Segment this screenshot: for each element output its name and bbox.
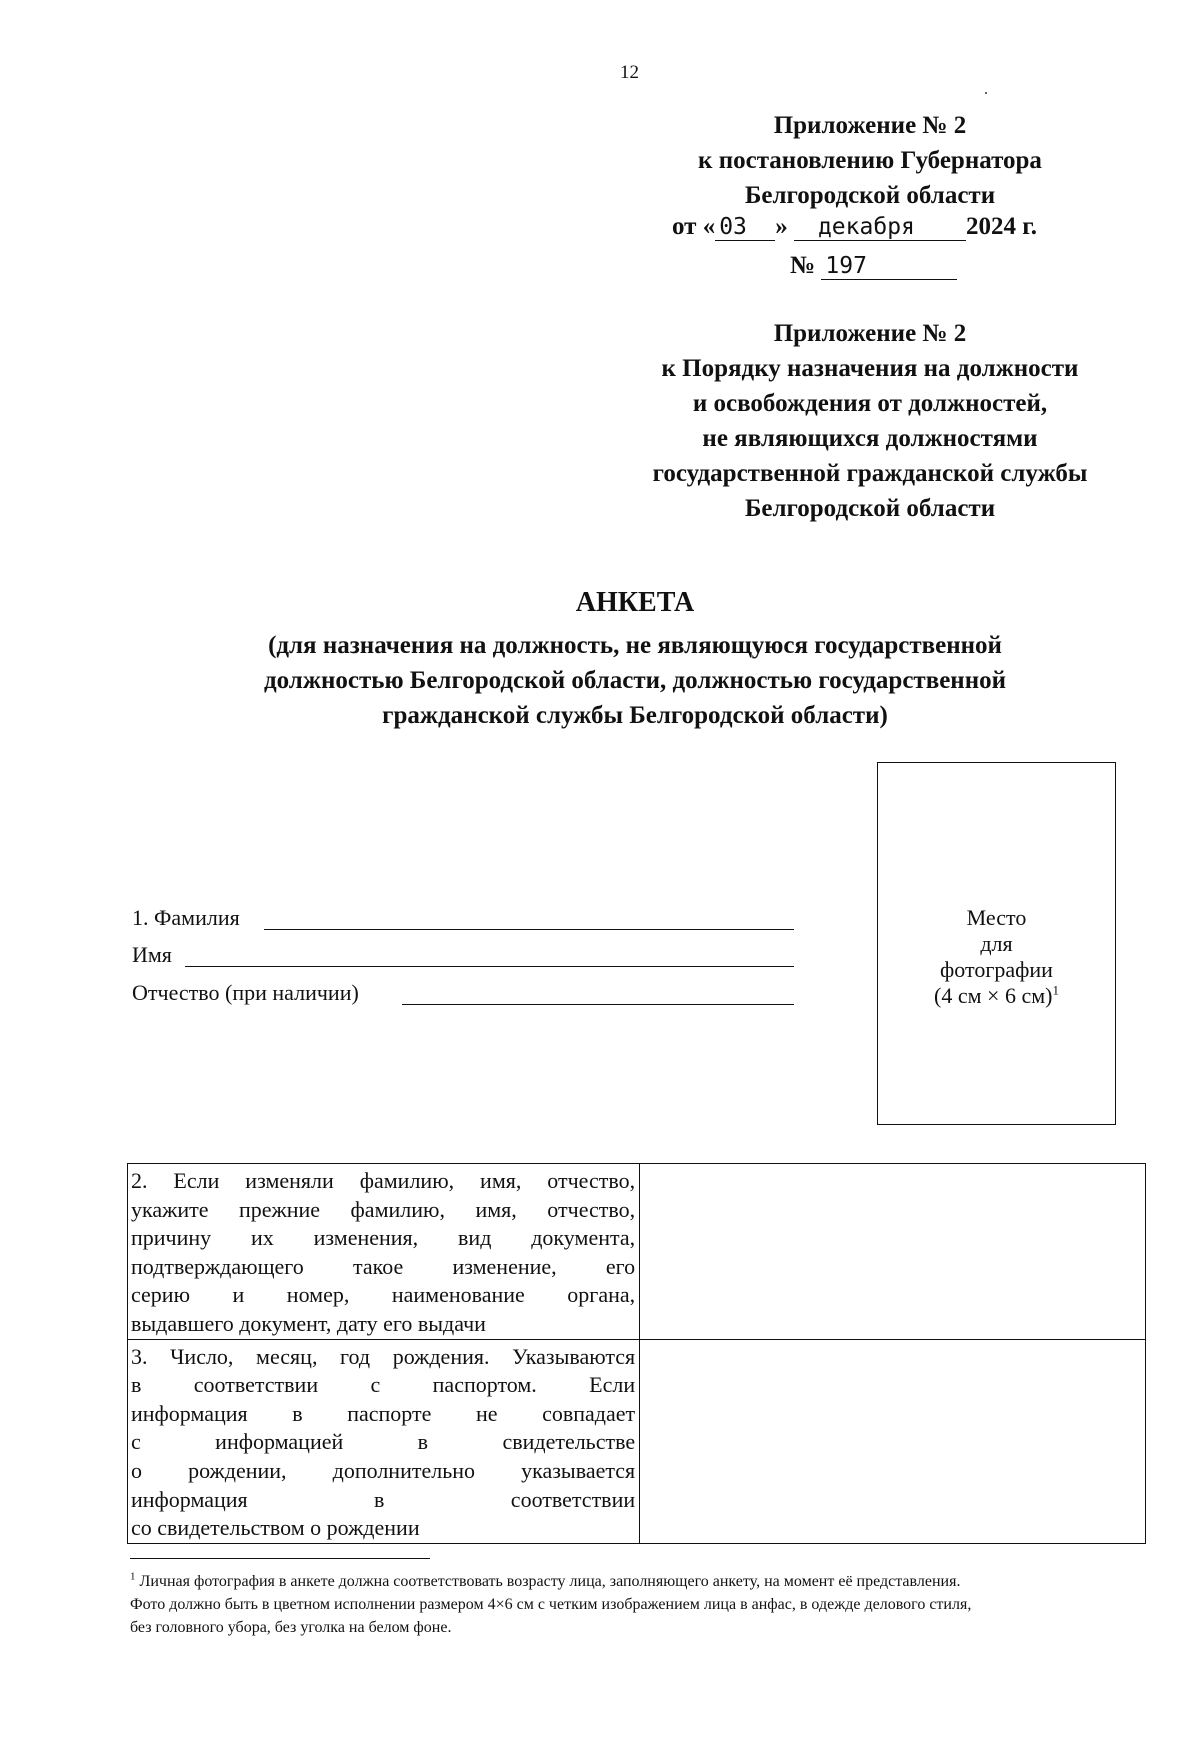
table-row [128, 1339, 1146, 1543]
number-prefix: № [790, 252, 816, 279]
question-line: с информацией в свидетельстве [131, 1429, 636, 1455]
footnote-line: Фото должно быть в цветном исполнении размером 4×6 см с четким изображением лица в анфас, в одежде делового стиля, [130, 1596, 972, 1613]
question-line: информация в паспорте не совпадает [131, 1400, 636, 1426]
surname-input-line[interactable] [264, 929, 794, 930]
appendix-order-line: государственной гражданской службы [652, 460, 1088, 487]
photo-size [878, 983, 1115, 1009]
question-line: серию и номер, наименование органа, [131, 1282, 636, 1308]
first-name-input-line[interactable] [185, 966, 794, 967]
question-line: подтверждающего такое изменение, его [131, 1253, 636, 1279]
date-year: 2024 г. [965, 213, 1037, 240]
date-mid: » [775, 213, 788, 240]
question-3-text [128, 1339, 640, 1543]
table-row [128, 1164, 1146, 1340]
question-line: 2. Если изменяли фамилию, имя, отчество, [131, 1168, 636, 1193]
footnote-text: Личная фотография в анкете должна соответствовать возрасту лица, заполняющего анкету, на момент её представления. [139, 1573, 961, 1590]
question-line: укажите прежние фамилию, имя, отчество, [131, 1196, 636, 1222]
form-subtitle-line: гражданской службы Белгородской области) [382, 702, 888, 729]
number-value: 197 [821, 253, 957, 280]
date-month: декабря [794, 214, 966, 241]
footnote-ref: 1 [1052, 982, 1059, 998]
patronymic-field [132, 980, 359, 1006]
appendix-header-line: Белгородской области [744, 182, 996, 209]
patronymic-label: Отчество (при наличии) [132, 980, 359, 1005]
question-3-answer-cell[interactable] [640, 1339, 1146, 1543]
footnote-line: без головного убора, без уголка на белом фоне. [130, 1619, 452, 1636]
question-2-text [128, 1164, 640, 1340]
question-line: причину их изменения, вид документа, [131, 1225, 636, 1251]
appendix-order-line: к Порядку назначения на должности [661, 355, 1079, 382]
date-prefix: от « [672, 213, 716, 240]
form-subtitle-line: (для назначения на должность, не являющуюся государственной [268, 632, 1002, 659]
question-line: о рождении, дополнительно указывается [131, 1457, 636, 1483]
appendix-order [590, 316, 1150, 526]
questions-table [127, 1163, 1146, 1544]
appendix-order-line: Белгородской области [744, 495, 996, 522]
first-name-field [132, 942, 172, 968]
appendix-header [640, 108, 1100, 213]
form-title: АНКЕТА [575, 587, 695, 618]
footnote [130, 1570, 1130, 1639]
question-line: в соответствии с паспортом. Если [131, 1372, 636, 1398]
appendix-order-line: и освобождения от должностей, [692, 390, 1048, 417]
surname-field [132, 905, 240, 931]
scan-dot [985, 92, 987, 94]
appendix-order-line: не являющихся должностями [702, 425, 1038, 452]
form-subtitle [120, 628, 1150, 733]
photo-size-text: (4 см × 6 см) [934, 983, 1053, 1008]
form-subtitle-line: должностью Белгородской области, должностью государственной [263, 667, 1007, 694]
patronymic-input-line[interactable] [402, 1004, 794, 1005]
appendix-order-line: Приложение № 2 [773, 320, 967, 347]
date-day: 03 [715, 214, 775, 241]
photo-caption-line: для [980, 931, 1013, 956]
question-line: 3. Число, месяц, год рождения. Указываются [131, 1343, 636, 1369]
question-line: выдавшего документ, дату его выдачи [131, 1310, 486, 1336]
photo-caption-line: Место [966, 905, 1027, 930]
photo-caption-line: фотографии [940, 957, 1053, 982]
question-2-answer-cell[interactable] [640, 1164, 1146, 1340]
question-line: со свидетельством о рождении [131, 1515, 420, 1541]
photo-caption [878, 905, 1115, 1009]
footnote-divider [130, 1558, 430, 1559]
decree-date [672, 213, 1037, 241]
photo-placeholder [877, 762, 1116, 1125]
footnote-line [130, 1570, 1130, 1593]
first-name-label: Имя [132, 942, 172, 967]
decree-number [790, 252, 957, 280]
appendix-header-line: Приложение № 2 [773, 112, 967, 139]
footnote-mark: 1 [130, 1570, 136, 1583]
surname-label: 1. Фамилия [132, 905, 240, 930]
page-number: 12 [620, 62, 639, 83]
question-line: информация в соответствии [131, 1486, 636, 1512]
appendix-header-line: к постановлению Губернатора [698, 147, 1042, 174]
